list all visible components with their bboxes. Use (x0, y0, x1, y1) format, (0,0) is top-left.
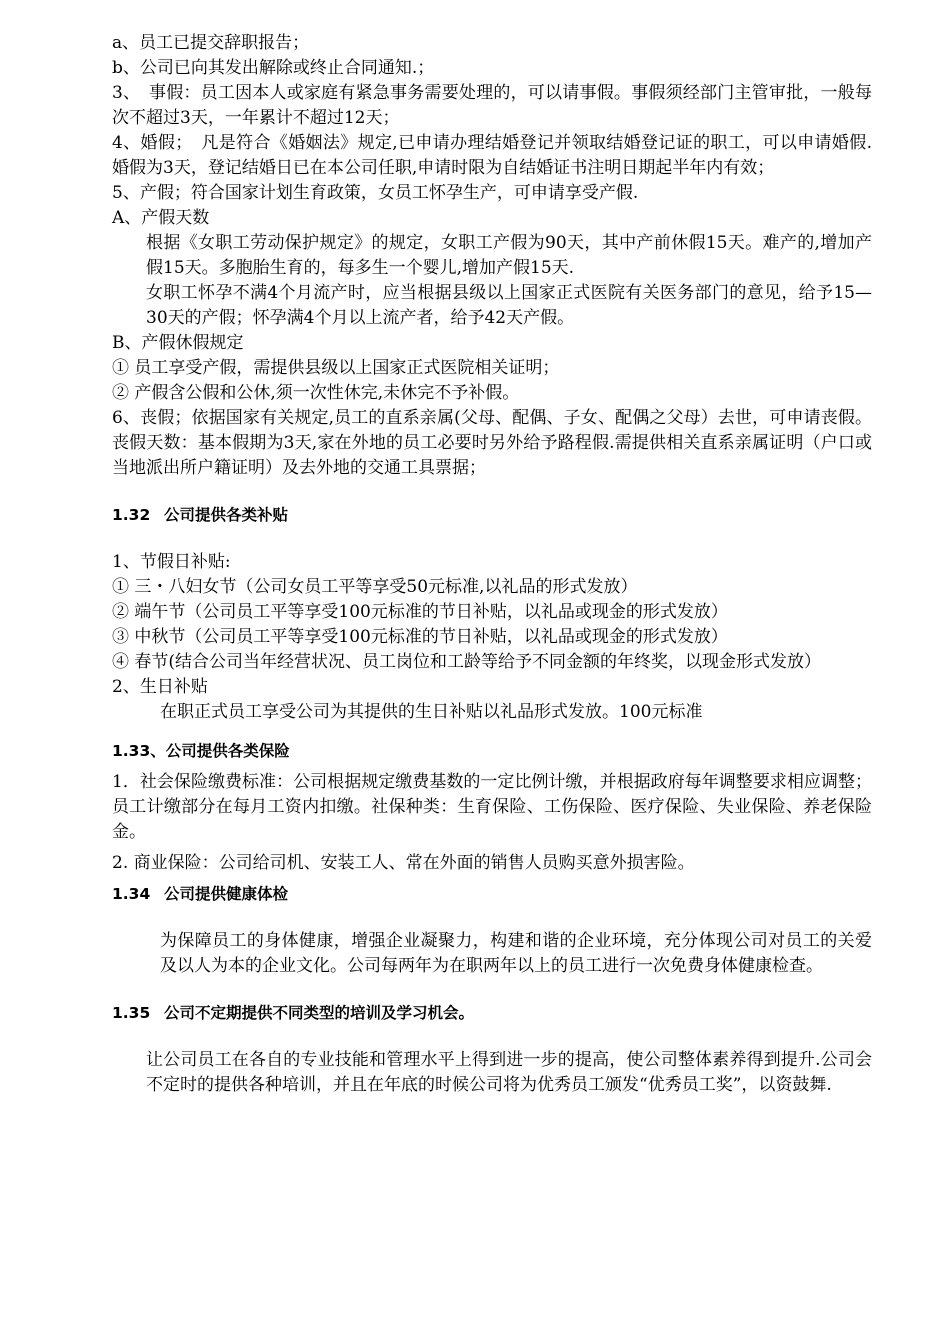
health-check-paragraph: 为保障员工的身体健康，增强企业凝聚力，构建和谐的企业环境，充分体现公司对员工的关爱及以人为本的企业文化。公司每两年为在职两年以上的员工进行一次免费身体健康检查。 (160, 931, 872, 976)
social-insurance-paragraph: 1．社会保险缴费标准：公司根据规定缴费基数的一定比例计缴，并根据政府每年调整要求相应调整；员工计缴部分在每月工资内扣缴。社保种类：生育保险、工伤保险、医疗保险、失业保险、养老保险金。 (112, 772, 872, 842)
holiday-item-dragon-boat: ② 端午节（公司员工平等享受100元标准的节日补贴，以礼品或现金的形式发放） (112, 602, 728, 622)
section-heading-1-34 (112, 882, 872, 907)
maternity-leave-line: 5、产假；符合国家计划生育政策，女员工怀孕生产，可申请享受产假. (112, 183, 639, 203)
personal-leave-paragraph: 3、 事假：员工因本人或家庭有紧急事务需要处理的，可以请事假。事假须经部门主管审批，一般每次不超过3天，一年累计不超过12天； (112, 83, 872, 128)
birthday-subsidy-title: 2、生日补贴 (112, 677, 208, 697)
commercial-insurance-line: 2. 商业保险：公司给司机、安装工人、常在外面的销售人员购买意外损害险。 (112, 853, 695, 873)
maternity-rule-2: ② 产假含公假和公休,须一次性休完,未休完不予补假。 (112, 383, 520, 403)
section-heading-1-33 (112, 739, 872, 764)
section-number: 1.35 (112, 1004, 151, 1022)
holiday-item-mid-autumn: ③ 中秋节（公司员工平等享受100元标准的节日补贴，以礼品或现金的形式发放） (112, 627, 728, 647)
holiday-subsidy-title: 1、节假日补贴: (112, 552, 231, 572)
section-title: 公司提供各类补贴 (164, 506, 289, 524)
marriage-leave-paragraph: 4、婚假； 凡是符合《婚姻法》规定,已申请办理结婚登记并领取结婚登记证的职工，可以申请婚假.婚假为3天，登记结婚日已在本公司任职,申请时限为自结婚证书注明日期起半年内有效； (112, 133, 872, 178)
leave-line-a: a、员工已提交辞职报告； (112, 33, 310, 53)
maternity-days-paragraph-2: 女职工怀孕不满4个月流产时，应当根据县级以上国家正式医院有关医务部门的意见，给予15—30天的产假；怀孕满4个月以上流产者，给予42天产假。 (146, 283, 872, 328)
leave-line-b: b、公司已向其发出解除或终止合同通知.； (112, 58, 435, 78)
section-title: 公司提供各类保险 (165, 742, 290, 760)
bereavement-leave-paragraph: 6、丧假；依据国家有关规定,员工的直系亲属(父母、配偶、子女、配偶之父母）去世，可申请丧假。丧假天数：基本假期为3天,家在外地的员工必要时另外给予路程假.需提供相关直系亲属证明（户口或当地派出所户籍证明）及去外地的交通工具票据； (112, 408, 872, 478)
maternity-days-paragraph-1: 根据《女职工劳动保护规定》的规定，女职工产假为90天，其中产前休假15天。难产的,增加产假15天。多胞胎生育的，每多生一个婴儿,增加产假15天. (146, 233, 872, 278)
maternity-days-title: A、产假天数 (112, 208, 210, 228)
section-title: 公司不定期提供不同类型的培训及学习机会。 (164, 1004, 475, 1022)
section-number: 1.33、 (112, 742, 166, 760)
section-number: 1.32 (112, 506, 151, 524)
maternity-rule-1: ① 员工享受产假，需提供县级以上国家正式医院相关证明； (112, 358, 560, 378)
section-heading-1-32 (112, 503, 872, 528)
section-heading-1-35 (112, 1001, 872, 1026)
holiday-item-womens-day: ① 三・八妇女节（公司女员工平等享受50元标准,以礼品的形式发放） (112, 577, 638, 597)
training-paragraph: 让公司员工在各自的专业技能和管理水平上得到进一步的提高，使公司整体素养得到提升.公司会不定时的提供各种培训，并且在年底的时候公司将为优秀员工颁发“优秀员工奖”，以资鼓舞. (146, 1050, 872, 1095)
section-number: 1.34 (112, 885, 151, 903)
document-page (112, 31, 872, 1098)
holiday-item-spring-festival: ④ 春节(结合公司当年经营状况、员工岗位和工龄等给予不同金额的年终奖，以现金形式发放） (112, 652, 822, 672)
section-title: 公司提供健康体检 (164, 885, 289, 903)
birthday-subsidy-text: 在职正式员工享受公司为其提供的生日补贴以礼品形式发放。100元标准 (160, 702, 703, 722)
maternity-rules-title: B、产假休假规定 (112, 333, 244, 353)
